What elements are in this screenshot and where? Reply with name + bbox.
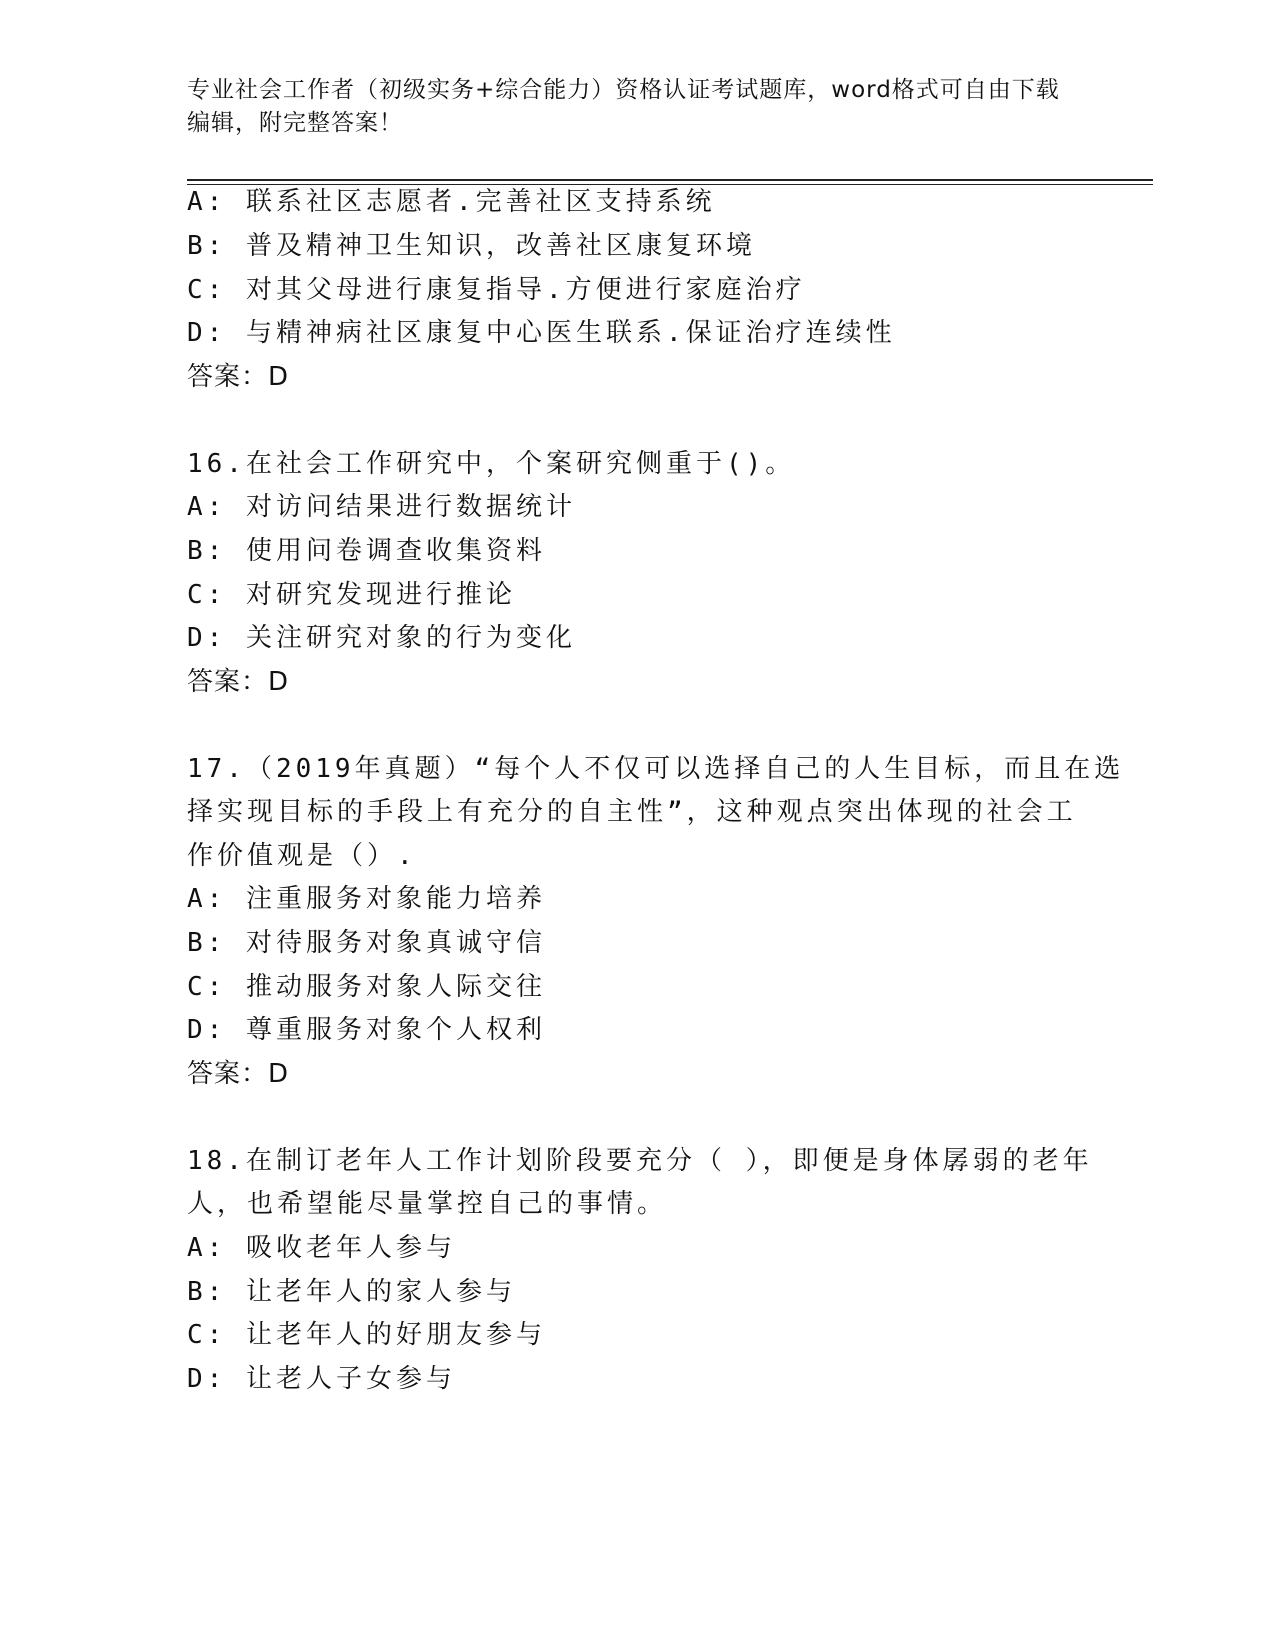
- header-divider: [187, 179, 1153, 185]
- q17-option-c: C: 推动服务对象人际交往: [187, 972, 546, 1002]
- q16-option-b: B: 使用问卷调查收集资料: [187, 536, 546, 566]
- q18-option-c: C: 让老年人的好朋友参与: [187, 1320, 546, 1350]
- q16-answer: 答案：D: [187, 667, 290, 697]
- q16-option-c: C: 对研究发现进行推论: [187, 580, 516, 610]
- q17-stem-line-1: 17.（2019年真题）“每个人不仅可以选择自己的人生目标，而且在选: [187, 754, 1125, 784]
- q18-stem-line-2: 人，也希望能尽量掌控自己的事情。: [187, 1189, 668, 1219]
- q17-option-d: D: 尊重服务对象个人权利: [187, 1015, 546, 1045]
- q18-option-a: A: 吸收老年人参与: [187, 1233, 456, 1263]
- header-line-1: 专业社会工作者（初级实务+综合能力）资格认证考试题库，word格式可自由下载: [187, 77, 1060, 103]
- q15-answer: 答案：D: [187, 362, 290, 392]
- header-line-2: 编辑，附完整答案！: [187, 110, 403, 136]
- q18-stem-line-1: 18.在制订老年人工作计划阶段要充分（ ），即便是身体孱弱的老年: [187, 1146, 1093, 1176]
- page-header: [187, 74, 1087, 140]
- q15-option-b: B: 普及精神卫生知识，改善社区康复环境: [187, 231, 756, 261]
- q15-option-a: A: 联系社区志愿者.完善社区支持系统: [187, 187, 716, 217]
- q17-option-a: A: 注重服务对象能力培养: [187, 884, 546, 914]
- q16-option-d: D: 关注研究对象的行为变化: [187, 623, 576, 653]
- q15-option-c: C: 对其父母进行康复指导.方便进行家庭治疗: [187, 275, 806, 305]
- q17-option-b: B: 对待服务对象真诚守信: [187, 928, 546, 958]
- q15-option-d: D: 与精神病社区康复中心医生联系.保证治疗连续性: [187, 318, 896, 348]
- q17-answer: 答案：D: [187, 1059, 290, 1089]
- q16-option-a: A: 对访问结果进行数据统计: [187, 492, 576, 522]
- q17-stem-line-3: 作价值观是（）.: [187, 841, 417, 871]
- q18-option-b: B: 让老年人的家人参与: [187, 1277, 516, 1307]
- q16-stem: 16.在社会工作研究中，个案研究侧重于()。: [187, 449, 796, 479]
- q17-stem-line-2: 择实现目标的手段上有充分的自主性”，这种观点突出体现的社会工: [187, 797, 1077, 827]
- q18-option-d: D: 让老人子女参与: [187, 1364, 456, 1394]
